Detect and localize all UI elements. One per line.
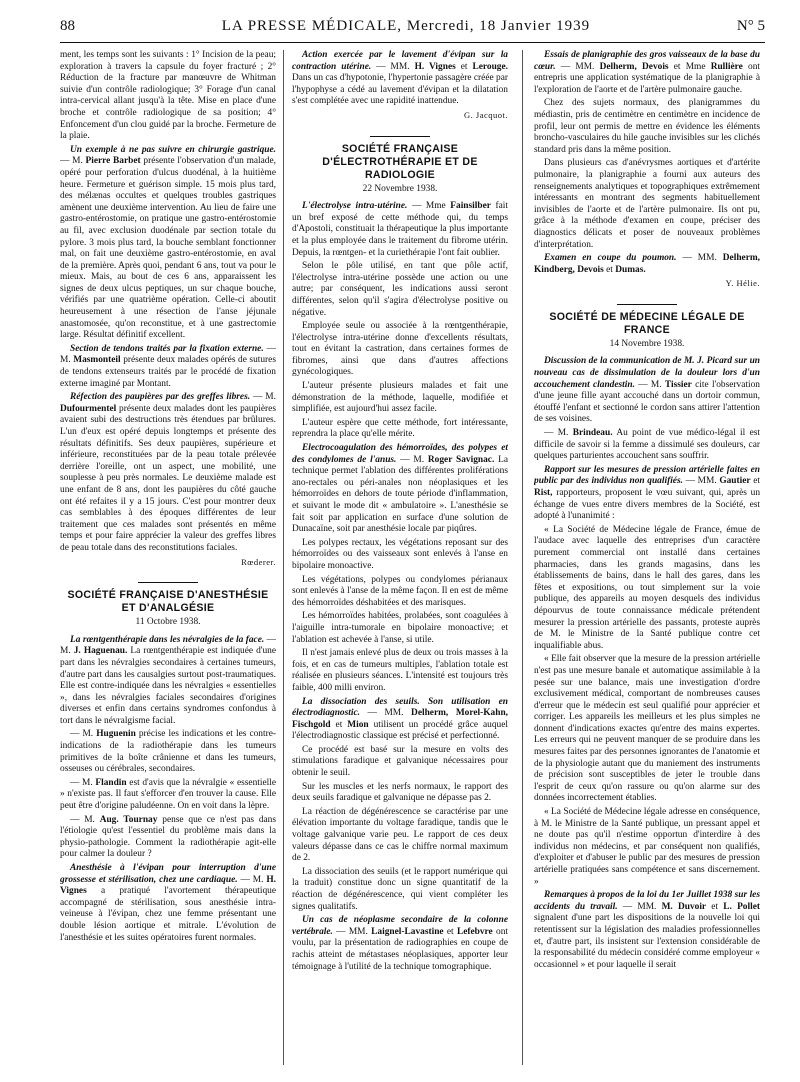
author-name: Dumas. xyxy=(615,264,646,275)
paragraph: « Elle fait observer que la mesure de la pression artérielle n'est pas une mesure banale et automatique assimilable à la pesée sur une balance, mais une investigation d'ordre exclusivement médical, comportant de nombreuses causes d'erreur que le médecin est seul qualifié pour apprécier et corriger. Les appareils les meilleurs et les plus simples ne donnent d'indications exactes qu'entre des mains expertes. Les erreurs qui ne peuvent manquer de se produire dans les mesures faites par des personnes ignorantes de l'anatomie et de la physiologie autant que du maniement des instruments de précision sont susceptibles de jeter le trouble dans l'esprit de ceux qu'on rassure ou qu'on alarme sur des données incorrectement établies. xyxy=(534,654,760,804)
journal-title xyxy=(222,18,590,35)
article-title: Section de tendons traités par la fixation externe. xyxy=(70,343,264,354)
page-number: 88 xyxy=(60,18,75,34)
article-title: Essais de planigraphie des gros vaisseaux de la base du cœur. xyxy=(534,50,760,72)
paragraph: Les polypes rectaux, les végétations reposant sur des hémorroïdes ou des vaisseaux sont enlevés à l'anse en bipolaire monoactive. xyxy=(292,537,508,571)
author-name: Gautier xyxy=(719,476,751,487)
paragraph: ont entrepris une application systématique de la planigraphie à l'exploration de l'aorte et de l'artère pulmonaire gauche. xyxy=(534,61,760,95)
paragraph: a pratiqué l'avortement thérapeutique accompagné de stérilisation, sous anesthésie intra-veineuse à l'évipan, chez une femme présentant une double lésion aortique et mitrale. L'évolution de l'anesthésie et les suites opératoires furent normales. xyxy=(60,886,276,943)
paragraph: L'auteur espère que cette méthode, fort intéressante, reprendra la place qu'elle mérite. xyxy=(292,417,508,440)
article: — M. Brindeau. Au point de vue médico-légal il est difficile de savoir si la femme a dissimulé ses douleurs, car quelques parturientes accouchent sans souffrir. xyxy=(534,428,760,462)
article: Réfection des paupières par des greffes libres. — M. Dufourmentel présente deux malades dont les paupières avaient subi des destructions très étendues par brûlures. L'un d'eux est opéré depuis longtemps et présente des résultats définitifs. Ses deux paupières, supérieure et inférieure, reconstituées par de la peau totale prélevée derrière l'oreille, ont un aspect, une mobilité, une souplesse à peu près normales. Le deuxième malade est une enfant de 8 ans, dont les paupières du côté gauche ont été refaites il y a 15 jours. C'est pour montrer deux cas semblables à des époques différentes de leur traitement que ces malades sont présentés en même temps et pour faire apprécier la valeur des greffes libres de peau totale dans des reconstitutions faciales. xyxy=(60,392,276,553)
section-date: 14 Novembre 1938. xyxy=(609,338,685,349)
article-title: L'électrolyse intra-utérine. xyxy=(302,201,408,212)
page-header xyxy=(60,18,765,40)
article: Examen en coupe du poumon. — MM. Delherm, Kindberg, Devois et Dumas. xyxy=(534,253,760,275)
author-name: Masmonteil xyxy=(73,355,121,366)
article-title: Un cas de néoplasme secondaire de la colonne vertébrale. xyxy=(292,915,508,937)
author-name: Huguenin xyxy=(96,729,136,740)
paragraph: « La Société de Médecine légale adresse en conséquence, à M. le Ministre de la Santé publique, un pressant appel et ne doute pas qu'il n'estime opportun d'interdire à des individus non médecins, et par conséquent non qualifiés, d'exploiter et d'abuser le public par des mesures de pression artérielle pratiquées sans compétence et sans discernement. » xyxy=(534,807,760,887)
paragraph: Sur les muscles et les nerfs normaux, le rapport des deux seuils faradique et galvanique ne dépasse pas 2. xyxy=(292,781,508,804)
paragraph: Dans plusieurs cas d'anévrysmes aortiques et d'artérite pulmonaire, la planigraphie a fourni aux auteurs des renseignements analytiques et topographiques extrêmement intéressants en montrant des segments habituellement invisibles de l'aorte et de l'artère pulmonaire. Ils ont pu, grâce à la méthode d'examen en coupe, préciser des diagnostics délicats et poser de nouveaux problèmes d'interprétation. xyxy=(534,158,760,250)
issue-date: Mercredi, 18 Janvier 1939 xyxy=(406,18,591,34)
section-date: 11 Octobre 1938. xyxy=(135,617,201,628)
article-title: La dissociation des seuils. Son utilisation en électrodiagnostic. xyxy=(292,696,508,719)
paragraph: signalent d'une part les dispositions de la nouvelle loi qui retentissent sur la législation des maladies professionnelles et, d'autre part, ils insistent sur l'extension considérable de la responsabilité du médecin considéré comme employeur « occasionnel » et pour laquelle il serait xyxy=(534,913,760,970)
signature: G. Jacquot. xyxy=(464,109,508,120)
author-name: Dufourmentel xyxy=(60,403,117,414)
article: — M. Huguenin précise les indications et les contre-indications de la radiothérapie dans les tumeurs primitives de la boîte crânienne et dans les tumeurs, osseuses ou cérébrales, secondaires. xyxy=(60,729,276,775)
article-title: Un exemple à ne pas suivre en chirurgie gastrique. xyxy=(70,144,276,155)
paragraph: Les végétations, polypes ou condylomes périanaux sont enlevés à l'anse de la même façon. Il en est de même des hémorroïdes déshabitées et des marisques. xyxy=(292,574,508,608)
article-title: Rapport sur les mesures de pression artérielle faites en public par des individus non qualifiés. xyxy=(534,464,760,487)
author-name: Flandin xyxy=(95,777,127,788)
paragraph: Ce procédé est basé sur la mesure en volts des stimulations faradique et galvanique nécessaires pour obtenir le seuil. xyxy=(292,744,508,779)
article: Section de tendons traités par la fixation externe. — M. Masmonteil présente deux malades opérés de sutures de tendons extenseurs traités par le procédé de fixation externe imaginé par Montant. xyxy=(60,343,276,389)
author-name: Roger Savignac. xyxy=(427,454,495,465)
article: Rapport sur les mesures de pression artérielle faites en public par des individus non qualifiés. — MM. Gautier et Rist, rapporteurs, proposent le vœu suivant, qui, après un échange de vues entre divers membres de la Société, est adopté à l'unanimité : xyxy=(534,464,760,522)
paragraph: L'auteur présente plusieurs malades et fait une démonstration de la méthode, laquelle, modifiée et simplifiée, est aujourd'hui assez facile. xyxy=(292,381,508,415)
paragraph: La technique permet l'ablation des différentes proliférations ano-rectales ou péri-anales non néoplasiques et les hémorroïdes en dehors de toute période d'inflammation, et suivant le mode dit « ambulatoire ». L'anesthésie se fait soit par application en surface d'une solution de Dunacaïne, soit par anesthésie locale par piqûres. xyxy=(292,454,508,535)
article: Action exercée par le lavement d'évipan sur la contraction utérine. — MM. H. Vignes et Lerouge. Dans un cas d'hypotonie, l'hypertonie passagère créée par l'hypophyse a cédé au lavement d'évipan et la dilatation s'est complétée avec une rapidité inattendue. xyxy=(292,50,508,107)
author-name: M. Duvoir xyxy=(661,901,707,912)
article: — M. Aug. Tournay pense que ce n'est pas dans l'étiologie qu'est l'essentiel du problème mais dans la physio-pathologie. Comment la radiothérapie agit-elle pour calmer la douleur ? xyxy=(60,814,276,860)
author-name: Rullière xyxy=(710,61,743,72)
section-title: SOCIÉTÉ DE MÉDECINE LÉGALE DE FRANCE xyxy=(549,310,745,336)
paragraph: présente deux malades opérés de sutures de tendons extenseurs traités par le procédé de fixation externe imaginé par Montant. xyxy=(60,355,276,389)
column-1 xyxy=(60,50,276,1075)
paragraph: présente l'observation d'un malade, opéré pour perforation d'ulcus duodénal, à la huitième heure. Fermeture et guérison simple. 15 mois plus tard, des mélænas occultes et quelques troubles gastriques amènent une deuxième intervention. Au lieu de faire une gastro-entérostomie, on pratique une gastro-entérostomie au fil, avec exclusion duodénale par section totale du pylore. 3 mois plus tard, la bouche semblant fonctionner mal, on fait une deuxième gastro-entérostomie, en aval de la première. Après quoi, pendant 6 ans, tout va pour le mieux. Mais, au bout de ces 6 ans, apparaissent les signes de deux ulcus peptiques, un sur chaque bouche, vérifiés par une quatrième opération. Celle-ci aboutit heureusement à une résection de l'anse jéjunale anastomosée, qu'on reconstitue, et à une gastrectomie large. Résultat définitif excellent. xyxy=(60,156,276,341)
author-name: Brindeau. xyxy=(572,428,613,439)
author-name: Laignel-Lavastine xyxy=(371,926,444,937)
paragraph: cite l'observation d'une jeune fille ayant accouché dans un dortoir commun, étouffé l'enfant et sectionné le cordon sans attirer l'attention de ses voisines. xyxy=(534,379,760,425)
article: La rœntgenthérapie dans les névralgies de la face. — M. J. Haguenau. La rœntgenthérapie est indiquée d'une part dans les névralgies secondaires à certaines tumeurs, d'autre part dans les causalgies surtout post-traumatiques. Elle est contre-indiquée dans les névralgies « essentielles », dans les névralgies faciales secondaires d'origines diverses et enfin dans certains syndromes confondus à tort dans le névralgisme facial. xyxy=(60,634,276,726)
article-title: La rœntgenthérapie dans les névralgies de la face. xyxy=(70,634,265,645)
author-name: Lerouge. xyxy=(472,61,508,72)
author-name: Fainsilber xyxy=(450,201,491,212)
article: Un cas de néoplasme secondaire de la colonne vertébrale. — MM. Laignel-Lavastine et Lefebvre ont voulu, par la présentation de radiographies en coupe de rachis atteint de métastases néoplasiques, apporter leur témoignage à l'utilité de la technique tomographique. xyxy=(292,915,508,972)
section-rule xyxy=(370,136,430,137)
author-name: Rist, xyxy=(534,488,553,498)
article: Essais de planigraphie des gros vaisseaux de la base du cœur. — MM. Delherm, Devois et Mme Rullière ont entrepris une application systématique de la planigraphie à l'exploration de l'aorte et de l'artère pulmonaire gauche. xyxy=(534,50,760,95)
article-title: Action exercée par le lavement d'évipan sur la contraction utérine. xyxy=(292,50,508,72)
column-divider xyxy=(283,50,284,1065)
section-date: 22 Novembre 1938. xyxy=(362,183,438,194)
paragraph: Les hémorroïdes habitées, prolabées, sont coagulées à l'aiguille intra-tumorale en bipolaire monoactive; et l'ablation est achevée à l'anse, si utile. xyxy=(292,611,508,645)
paragraph: Il n'est jamais enlevé plus de deux ou trois masses à la fois, et en cas de tumeurs multiples, l'ablation totale est réalisée en plusieurs séances. L'intensité est toujours très faible, 400 milli environ. xyxy=(292,648,508,693)
author-name: Delherm, Morel-Kahn, Fischgold xyxy=(292,708,508,730)
paragraph: rapporteurs, proposent le vœu suivant, qui, après un échange de vues entre divers membres de la Société, est adopté à l'unanimité : xyxy=(534,488,760,522)
journal-name: LA PRESSE MÉDICALE, xyxy=(221,18,403,34)
column-3 xyxy=(534,50,760,1075)
author-name: Lefebvre xyxy=(456,926,493,937)
article-title: Examen en coupe du poumon. xyxy=(544,253,677,264)
article: La dissociation des seuils. Son utilisation en électrodiagnostic. — MM. Delherm, Morel-Kahn, Fischgold et Mion utilisent un procédé grâce auquel l'électrodiagnostic classique est précisé et perfectionné. xyxy=(292,696,508,742)
article-title: Réfection des paupières par des greffes libres. xyxy=(70,392,251,403)
paragraph: ont voulu, par la présentation de radiographies en coupe de rachis atteint de métastases néoplasiques, apporter leur témoignage à l'utilité de la technique tomographique. xyxy=(292,926,508,972)
author-name: H. Vignes xyxy=(414,61,456,72)
section-title: SOCIÉTÉ FRANÇAISE D'ÉLECTROTHÉRAPIE ET DE RADIOLOGIE xyxy=(322,142,478,181)
article-title: Discussion de la communication de M. J. Picard sur un nouveau cas de dissimulation de la douleur lors d'un accouchement clandestin. xyxy=(534,356,760,390)
header-rule xyxy=(60,42,765,43)
article-title: Electrocoagulation des hémorroïdes, des polypes et des condylomes de l'anus. xyxy=(292,443,508,465)
signature: Rœderer. xyxy=(241,556,276,567)
article: Remarques à propos de la loi du 1er Juillet 1938 sur les accidents du travail. — MM. M. Duvoir et L. Pollet signalent d'une part les dispositions de la nouvelle loi qui retentissent sur la législation des maladies professionnelles et, d'autre part, ils insistent sur l'extension considérable de la responsabilité du médecin considéré comme employeur « occasionnel » et pour laquelle il serait xyxy=(534,890,760,970)
author-name: Delherm, Devois xyxy=(599,61,669,72)
paragraph: Chez des sujets normaux, des planigrammes du médiastin, pris de centimètre en centimètre en incidence de profil, leur ont permis de mettre en évidence les éléments broncho-vasculaires du hile gauche invisibles sur les clichés standard pris dans la même position. xyxy=(534,98,760,155)
column-2 xyxy=(292,50,508,1075)
article-title: Anesthésie à l'évipan pour interruption d'une grossesse et stérilisation, chez une cardiaque. xyxy=(60,863,276,885)
paragraph: présente deux malades dont les paupières avaient subi des destructions très étendues par brûlures. L'un d'eux est opéré depuis longtemps et présente des résultats définitifs. Ses deux paupières, supérieure et inférieure, reconstituées par de la peau totale prélevée derrière l'oreille, ont un aspect, une mobilité, une souplesse à peu près normales. Le deuxième malade est une enfant de 8 ans, dont les paupières du côté gauche ont été refaites il y a 15 jours. C'est pour montrer deux cas semblables à des époques différentes de leur traitement que ces malades sont présentés en même temps et pour faire apprécier la valeur des greffes libres de peau totale dans des reconstitutions faciales. xyxy=(60,403,276,553)
author-name: J. Haguenau. xyxy=(73,646,128,657)
author-name: Mion xyxy=(347,719,369,730)
article: Discussion de la communication de M. J. Picard sur un nouveau cas de dissimulation de la douleur lors d'un accouchement clandestin. — M. Tissier cite l'observation d'une jeune fille ayant accouché dans un dortoir commun, étouffé l'enfant et sectionné le cordon sans attirer l'attention de ses voisines. xyxy=(534,356,760,425)
author-name: Delherm, Kindberg, Devois xyxy=(534,253,760,275)
paragraph: Selon le pôle utilisé, en tant que pôle actif, l'électrolyse intra-utérine possède une action ou une autre; par conséquent, les indications aussi seront différentes, selon qu'il s'agira d'électrolyse positive ou négative. xyxy=(292,261,508,318)
author-name: Pierre Barbet xyxy=(85,156,141,167)
issue-number: N° 5 xyxy=(736,18,765,34)
article-title: Remarques à propos de la loi du 1er Juillet 1938 sur les accidents du travail. xyxy=(534,890,760,912)
paragraph: est d'avis que la névralgie « essentielle » n'existe pas. Il faut s'efforcer d'en trouver la cause. Elle peut être d'origine paludéenne. On en voit dans la lèpre. xyxy=(60,777,276,812)
author-name: H. Vignes xyxy=(60,874,276,897)
article: L'électrolyse intra-utérine. — Mme Fainsilber fait un bref exposé de cette méthode qui, du temps d'Apostoli, constituait la thérapeutique la plus importante et la plus employée dans le traitement du fibrome utérin. Depuis, la rœntgen- et la curiethérapie l'ont fait oublier. xyxy=(292,201,508,258)
article: Un exemple à ne pas suivre en chirurgie gastrique. — M. Pierre Barbet présente l'observation d'un malade, opéré pour perforation d'ulcus duodénal, à la huitième heure. Fermeture et guérison simple. 15 mois plus tard, des mélænas occultes et quelques troubles gastriques amènent une deuxième intervention. Au lieu de faire une gastro-entérostomie, on pratique une gastro-entérostomie au fil, avec exclusion duodénale par section totale du pylore. 3 mois plus tard, la bouche semblant fonctionner mal, on fait une deuxième gastro-entérostomie, en aval de la première. Après quoi, pendant 6 ans, tout va pour le mieux. Mais, au bout de ces 6 ans, apparaissent les signes de deux ulcus peptiques, un sur chaque bouche, vérifiés par une quatrième opération. Celle-ci aboutit heureusement à une résection de l'anse jéjunale anastomosée, qu'on reconstitue, et à une gastrectomie large. Résultat définitif excellent. xyxy=(60,144,276,341)
paragraph: « La Société de Médecine légale de France, émue de l'audace avec laquelle des entreprises d'un caractère purement commercial ont installé dans certaines pharmacies, dans les grands magasins, dans les établissements de bains, dans le hall des gares, dans les fêtes et expositions, ou tout simplement sur la voie publique, des appareils au moyen desquels des individus dépourvus de toute connaissance médicale prétendent mesurer la pression artérielle des passants, proteste auprès de M. le Ministre de la Santé publique contre cet inqualifiable abus. xyxy=(534,524,760,651)
article: Electrocoagulation des hémorroïdes, des polypes et des condylomes de l'anus. — M. Roger Savignac. La technique permet l'ablation des différentes proliférations ano-rectales ou péri-anales non néoplasiques et les hémorroïdes en dehors de toute période d'inflammation, et suivant le mode dit « ambulatoire ». L'anesthésie se fait soit par application en surface d'une solution de Dunacaïne, soit par anesthésie locale par piqûres. xyxy=(292,443,508,535)
section-rule xyxy=(617,304,677,305)
paragraph: Employée seule ou associée à la rœntgenthérapie, l'électrolyse intra-utérine donne d'excellents résultats, tout en évitant la castration, dans certaines formes de fibromes, ainsi que dans d'autres affections gynécologiques. xyxy=(292,321,508,378)
author-name: L. Pollet xyxy=(723,901,760,912)
paragraph: utilisent un procédé grâce auquel l'électrodiagnostic classique est précisé et perfectionné. xyxy=(292,719,508,742)
paragraph: La dissociation des seuils (et le rapport numérique qui la traduit) constitue donc un signe quantitatif de la réaction de dégénérescence, qui vient compléter les signes qualitatifs. xyxy=(292,866,508,912)
paragraph: La réaction de dégénérescence se caractérise par une élévation importante du voltage faradique, tandis que le voltage galvanique varie peu. Le rapport de ces deux valeurs dépasse dans ce cas le chiffre normal maximum de 2. xyxy=(292,806,508,864)
article: Anesthésie à l'évipan pour interruption d'une grossesse et stérilisation, chez une cardiaque. — M. H. Vignes a pratiqué l'avortement thérapeutique accompagné de stérilisation, sous anesthésie intra-veineuse à l'évipan, chez une femme présentant une double lésion aortique et mitrale. L'évolution de l'anesthésie et les suites opératoires furent normales. xyxy=(60,863,276,943)
paragraph: fait un bref exposé de cette méthode qui, du temps d'Apostoli, constituait la thérapeutique la plus importante et la plus employée dans le traitement du fibrome utérin. Depuis, la rœntgen- et la curiethérapie l'ont fait oublier. xyxy=(292,201,508,258)
article: — M. Flandin est d'avis que la névralgie « essentielle » n'existe pas. Il faut s'efforcer d'en trouver la cause. Elle peut être d'origine paludéenne. On en voit dans la lèpre. xyxy=(60,777,276,812)
paragraph: Au point de vue médico-légal il est difficile de savoir si la femme a dissimulé ses douleurs, car quelques parturientes accouchent sans souffrir. xyxy=(534,428,760,462)
author-name: Aug. Tournay xyxy=(99,814,158,825)
paragraph: La rœntgenthérapie est indiquée d'une part dans les névralgies secondaires à certaines tumeurs, d'autre part dans les causalgies surtout post-traumatiques. Elle est contre-indiquée dans les névralgies « essentielles », dans les névralgies faciales secondaires d'origines diverses et enfin dans certains syndromes confondus à tort dans le névralgisme facial. xyxy=(60,646,276,726)
author-name: Tissier xyxy=(664,379,692,390)
paragraph: ment, les temps sont les suivants : 1° Incision de la peau; exploration à travers la capsule du foyer fracturé ; 2° Réduction de la fracture par manœuvre de Whitman suivie d'un contrôle radiologique; 3° Forage d'un canal intra-cervical allant jusqu'à la tête. Mise en place d'une broche et contrôle radiologique de sa position; 4° Enfoncement d'un clou guidé par la broche. Fermeture de la plaie. xyxy=(60,50,276,142)
paragraph: précise les indications et les contre-indications de la radiothérapie dans les tumeurs primitives de la boîte crânienne et dans les tumeurs, osseuses ou cérébrales, secondaires. xyxy=(60,729,276,775)
section-title: SOCIÉTÉ FRANÇAISE D'ANESTHÉSIE ET D'ANALGÉSIE xyxy=(67,589,269,615)
section-rule xyxy=(138,582,198,583)
column-divider xyxy=(522,50,523,1065)
paragraph: Dans un cas d'hypotonie, l'hypertonie passagère créée par l'hypophyse a cédé au lavement d'évipan et la dilatation s'est complétée avec une rapidité inattendue. xyxy=(292,73,508,107)
paragraph: pense que ce n'est pas dans l'étiologie qu'est l'essentiel du problème mais dans la physio-pathologie. Comment la radiothérapie agit-elle pour calmer la douleur ? xyxy=(60,814,276,860)
signature: Y. Hélie. xyxy=(725,278,760,289)
